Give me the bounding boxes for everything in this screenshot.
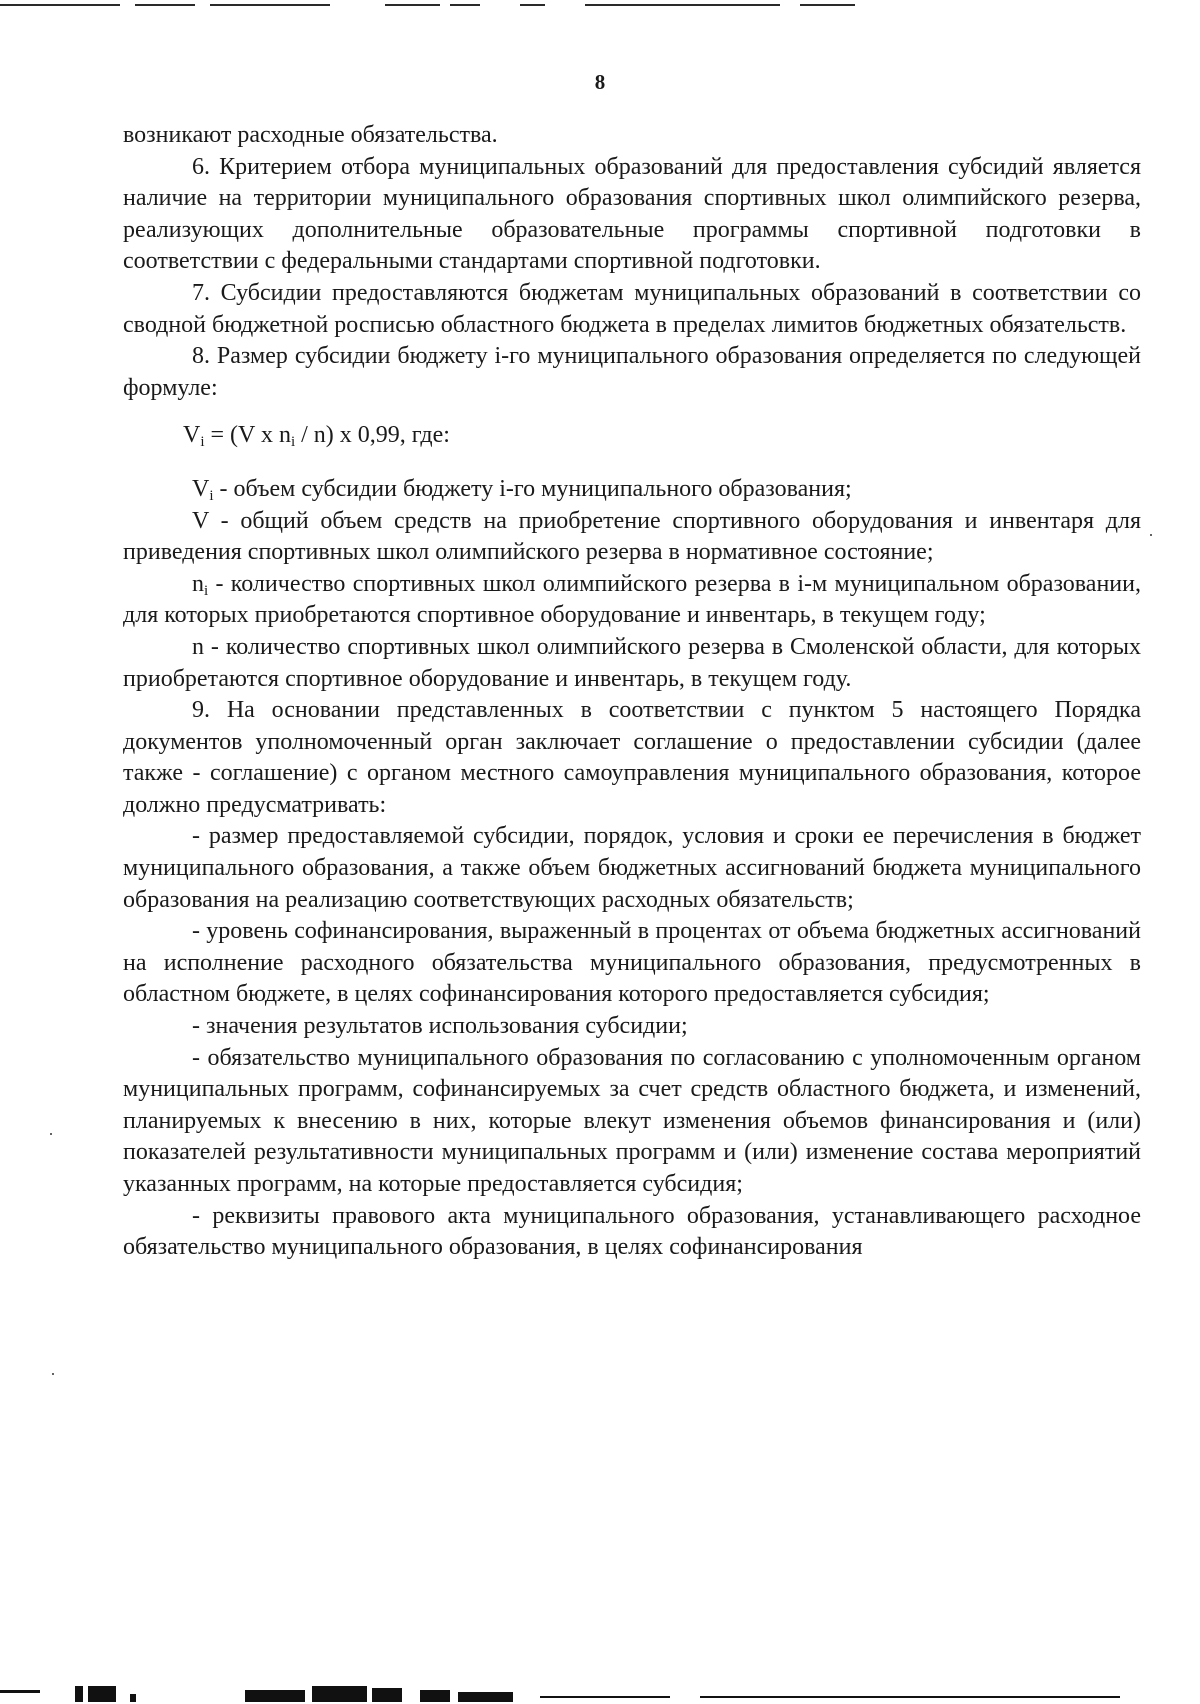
definition-vi-symbol: V	[192, 475, 210, 502]
formula-part2: / n) x 0,99, где:	[295, 422, 450, 449]
paragraph-6: 6. Критерием отбора муниципальных образований для предоставления субсидий является наличие на территории муниципального образования спортивных школ олимпийского резерва, реализующих дополнительные образовательные программы спортивной подготовки в соответствии с федеральными стандартами спортивной подготовки.	[123, 153, 1141, 275]
list-item-1: - размер предоставляемой субсидии, порядок, условия и сроки ее перечисления в бюджет муниципального образования, а также объем бюджетных ассигнований бюджета муниципального образования на реализацию соответствующих расходных обязательств;	[123, 823, 1141, 913]
page-number: 8	[594, 70, 606, 94]
scan-speck	[52, 1373, 54, 1375]
paragraph-8: 8. Размер субсидии бюджету i-го муниципального образования определяется по следующей формуле:	[123, 343, 1141, 401]
list-item-3: - значения результатов использования субсидии;	[192, 1013, 688, 1040]
definition-ni-symbol: n	[192, 570, 204, 597]
paragraph-continuation: возникают расходные обязательства.	[123, 122, 498, 148]
definition-v: V - общий объем средств на приобретение спортивного оборудования и инвентаря для приведения спортивных школ олимпийского резерва в нормативное состояние;	[123, 507, 1141, 566]
paragraph-7: 7. Субсидии предоставляются бюджетам муниципальных образований в соответствии со сводной бюджетной росписью областного бюджета в пределах лимитов бюджетных обязательств.	[123, 279, 1141, 338]
scan-speck	[1150, 534, 1152, 536]
definition-vi-sub: i	[209, 487, 214, 504]
formula	[123, 420, 1141, 452]
formula-lhs-sub: i	[200, 434, 205, 451]
formula-part1: = (V x n	[204, 422, 291, 449]
scan-artifact-bottom	[0, 1684, 1200, 1704]
scan-speck	[50, 1133, 52, 1135]
formula-part1-sub: i	[290, 434, 296, 451]
paragraph-9: 9. На основании представленных в соответствии с пунктом 5 настоящего Порядка документов уполномоченный орган заключает соглашение о предоставлении субсидии (далее также - соглашение) с органом местного самоуправления муниципального образования, которое должно предусматривать:	[123, 697, 1141, 818]
definition-vi	[123, 474, 1141, 506]
definition-ni-text: - количество спортивных школ олимпийского резерва в i-м муниципальном образовании, для которых приобретаются спортивное оборудование и инвентарь, в текущем году;	[123, 570, 1141, 629]
definition-ni	[123, 569, 1141, 632]
scan-artifact-top	[0, 0, 1200, 14]
definition-ni-sub: i	[204, 582, 209, 599]
definition-n: n - количество спортивных школ олимпийского резерва в Смоленской области, для которых приобретаются спортивное оборудование и инвентарь, в текущем году.	[123, 633, 1141, 692]
document-body	[123, 120, 1141, 1264]
list-item-5: - реквизиты правового акта муниципального образования, устанавливающего расходное обязательство муниципального образования, в целях софинансирования	[123, 1202, 1141, 1261]
formula-lhs: V	[183, 422, 201, 449]
definition-vi-text: - объем субсидии бюджету i-го муниципального образования;	[213, 475, 852, 502]
list-item-4: - обязательство муниципального образования по согласованию с уполномоченным органом муниципальных программ, софинансируемых за счет средств областного бюджета, и изменений, планируемых к внесению в них, которые влекут изменения объемов финансирования и (или) показателей результативности муниципальных программ и (или) изменение состава мероприятий указанных программ, на которые предоставляется субсидия;	[123, 1044, 1141, 1197]
list-item-2: - уровень софинансирования, выраженный в процентах от объема бюджетных ассигнований на исполнение расходного обязательства муниципального образования, предусмотренных в областном бюджете, в целях софинансирования которого предоставляется субсидия;	[123, 918, 1141, 1008]
